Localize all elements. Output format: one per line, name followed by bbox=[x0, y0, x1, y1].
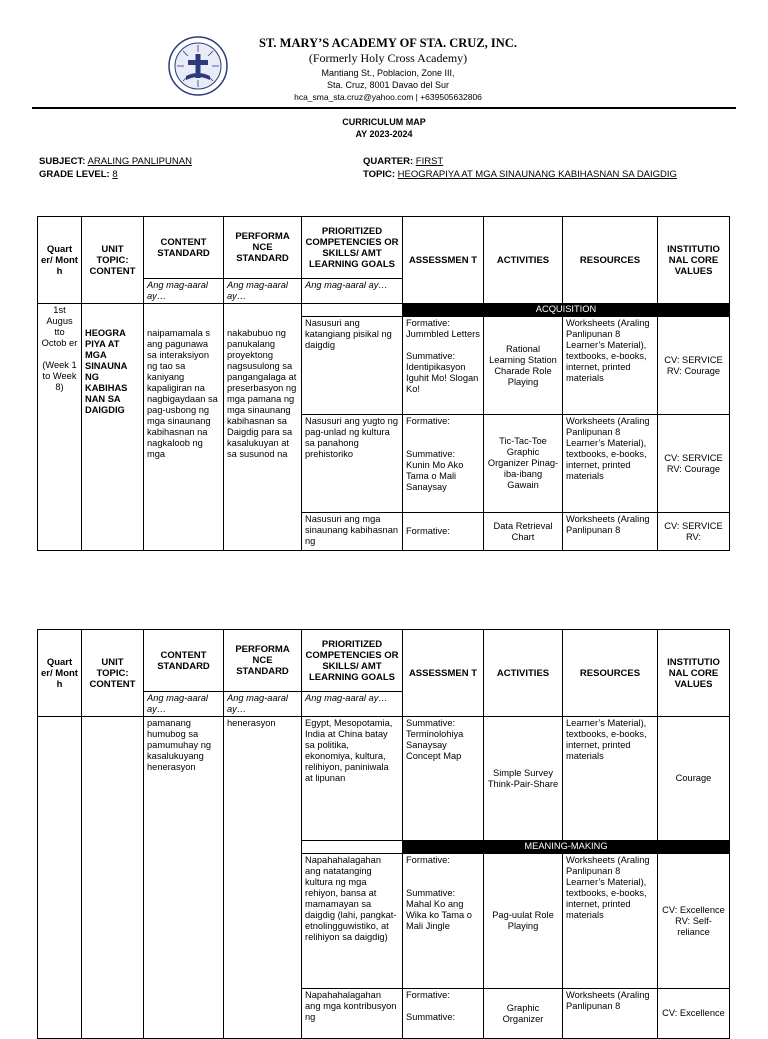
quarter-cell: 1st Augus tto Octob er (Week 1 to Week 8) bbox=[38, 304, 82, 551]
competency-cell: Napahahalagahan ang mga kontribusyon ng bbox=[302, 989, 403, 1039]
document-title: CURRICULUM MAP bbox=[342, 117, 426, 127]
values-cell: CV: SERVICE RV: bbox=[658, 513, 730, 551]
competency-cell: Egypt, Mesopotamia, India at China batay sa politika, ekonomiya, kultura, relihiyon, paniniwala at lipunan bbox=[302, 717, 403, 841]
col-header-quarter: Quart er/ Mont h bbox=[38, 630, 82, 717]
unit-cell: HEOGRA PIYA AT MGA SINAUNA NG KABIHAS NAN SA DAIGDIG bbox=[82, 304, 144, 551]
col-subheader-performance: Ang mag-aaral ay… bbox=[224, 692, 302, 717]
competency-cell: Nasusuri ang yugto ng pag-unlad ng kultura sa panahong prehistoriko bbox=[302, 415, 403, 513]
col-header-values: INSTITUTIO NAL CORE VALUES bbox=[658, 217, 730, 304]
curriculum-table-1 bbox=[37, 216, 730, 551]
assessment-cell: Formative: Summative: Mahal Ko ang Wika ko Tama o Mali Jingle bbox=[403, 854, 484, 989]
col-header-content: CONTENT STANDARD bbox=[144, 630, 224, 692]
col-header-resources: RESOURCES bbox=[563, 217, 658, 304]
values-cell: CV: SERVICE RV: Courage bbox=[658, 317, 730, 415]
col-header-performance: PERFORMA NCE STANDARD bbox=[224, 630, 302, 692]
school-seal-logo bbox=[168, 36, 228, 96]
resources-cell: Worksheets (Araling Panlipunan 8 bbox=[563, 513, 658, 551]
col-header-activities: ACTIVITIES bbox=[484, 630, 563, 717]
col-header-quarter: Quart er/ Mont h bbox=[38, 217, 82, 304]
quarter-line bbox=[363, 156, 443, 167]
topic-label: TOPIC: bbox=[363, 169, 396, 180]
values-cell: CV: Excellence RV: Self-reliance bbox=[658, 854, 730, 989]
assessment-cell: Formative: Summative: Kunin Mo Ako Tama o Mali Sanaysay bbox=[403, 415, 484, 513]
col-header-unit: UNIT TOPIC: CONTENT bbox=[82, 217, 144, 304]
col-header-unit: UNIT TOPIC: CONTENT bbox=[82, 630, 144, 717]
resources-cell: Worksheets (Araling Panlipunan 8 bbox=[563, 989, 658, 1039]
grade-value: 8 bbox=[112, 169, 118, 180]
school-address-line2: Sta. Cruz, 8001 Davao del Sur bbox=[326, 80, 450, 90]
col-header-resources: RESOURCES bbox=[563, 630, 658, 717]
school-former-name: (Formerly Holy Cross Academy) bbox=[308, 51, 468, 65]
col-subheader-performance: Ang mag-aaral ay… bbox=[224, 279, 302, 304]
topic-value: HEOGRAPIYA AT MGA SINAUNANG KABIHASNAN SA DAIGDIG bbox=[397, 169, 677, 180]
assessment-cell: Formative: bbox=[403, 513, 484, 551]
resources-cell: Worksheets (Araling Panlipunan 8 Learner’s Material), textbooks, e-books, internet, printed materials bbox=[563, 317, 658, 415]
col-header-assessment: ASSESSMEN T bbox=[403, 630, 484, 717]
values-cell: CV: Excellence bbox=[658, 989, 730, 1039]
col-header-competencies: PRIORITIZED COMPETENCIES OR SKILLS/ AMT LEARNING GOALS bbox=[302, 217, 403, 279]
phase-band-meaning-making: MEANING-MAKING bbox=[403, 841, 730, 854]
activities-cell: Pag-uulat Role Playing bbox=[484, 854, 563, 989]
content-standard-cell: pamanang humubog sa pamumuhay ng kasalukuyang henerasyon bbox=[144, 717, 224, 1039]
subject-value: ARALING PANLIPUNAN bbox=[87, 156, 192, 167]
assessment-cell: Summative: Terminolohiya Sanaysay Concept Map bbox=[403, 717, 484, 841]
col-subheader-competencies: Ang mag-aaral ay… bbox=[302, 692, 403, 717]
activities-cell: Simple Survey Think-Pair-Share bbox=[484, 717, 563, 841]
assessment-cell: Formative: Jummbled Letters Summative: Identipikasyon Iguhit Mo! Slogan Ko! bbox=[403, 317, 484, 415]
col-header-values: INSTITUTIO NAL CORE VALUES bbox=[658, 630, 730, 717]
assessment-cell: Formative: Summative: bbox=[403, 989, 484, 1039]
academic-year: AY 2023-2024 bbox=[355, 129, 413, 139]
content-standard-cell: naipamamala s ang pagunawa sa interaksiyon ng tao sa kaniyang kapaligiran na nagbigaydaan sa pag-usbong ng mga sinaunang kabihasnan na nagkaloob ng mga bbox=[144, 304, 224, 551]
performance-standard-cell: henerasyon bbox=[224, 717, 302, 1039]
topic-line bbox=[363, 169, 677, 180]
col-subheader-competencies: Ang mag-aaral ay… bbox=[302, 279, 403, 304]
values-cell: Courage bbox=[658, 717, 730, 841]
values-cell: CV: SERVICE RV: Courage bbox=[658, 415, 730, 513]
resources-cell: Learner’s Material), textbooks, e-books, internet, printed materials bbox=[563, 717, 658, 841]
resources-cell: Worksheets (Araling Panlipunan 8 Learner’s Material), textbooks, e-books, internet, printed materials bbox=[563, 854, 658, 989]
header-divider bbox=[32, 107, 736, 109]
activities-cell: Data Retrieval Chart bbox=[484, 513, 563, 551]
activities-cell: Tic-Tac-Toe Graphic Organizer Pinag-iba-ibang Gawain bbox=[484, 415, 563, 513]
quarter-label: QUARTER: bbox=[363, 156, 414, 167]
curriculum-table-2 bbox=[37, 629, 730, 1039]
col-subheader-content: Ang mag-aaral ay… bbox=[144, 279, 224, 304]
grade-line bbox=[39, 169, 118, 180]
col-header-competencies: PRIORITIZED COMPETENCIES OR SKILLS/ AMT LEARNING GOALS bbox=[302, 630, 403, 692]
quarter-cell bbox=[38, 717, 82, 1039]
performance-standard-cell: nakabubuo ng panukalang proyektong nagsusulong sa pangangalaga at preserbasyon ng mga pamana ng mga sinaunang kabihasnan sa Daigdig para sa kasalukuyan at sa susunod na bbox=[224, 304, 302, 551]
band-spacer bbox=[302, 304, 403, 317]
school-contact: hca_sma_sta.cruz@yahoo.com | +639505632806 bbox=[294, 92, 482, 102]
competency-cell: Napahahalagahan ang natatanging kultura ng mga rehiyon, bansa at mamamayan sa daigdig (lahi, pangkat-etnolingguwistiko, at relihiyon sa daigdig) bbox=[302, 854, 403, 989]
activities-cell: Rational Learning Station Charade Role Playing bbox=[484, 317, 563, 415]
col-header-activities: ACTIVITIES bbox=[484, 217, 563, 304]
unit-cell bbox=[82, 717, 144, 1039]
col-header-performance: PERFORMA NCE STANDARD bbox=[224, 217, 302, 279]
activities-cell: Graphic Organizer bbox=[484, 989, 563, 1039]
subject-label: SUBJECT: bbox=[39, 156, 86, 167]
subject-line bbox=[39, 156, 192, 167]
competency-cell: Nasusuri ang katangiang pisikal ng daigdig bbox=[302, 317, 403, 415]
school-address-line1: Mantiang St., Poblacion, Zone III, bbox=[321, 68, 455, 78]
band-spacer bbox=[302, 841, 403, 854]
phase-band-acquisition: ACQUISITION bbox=[403, 304, 730, 317]
competency-cell: Nasusuri ang mga sinaunang kabihasnan ng bbox=[302, 513, 403, 551]
col-header-assessment: ASSESSMEN T bbox=[403, 217, 484, 304]
grade-label: GRADE LEVEL: bbox=[39, 169, 110, 180]
quarter-value: FIRST bbox=[415, 156, 444, 167]
school-name: ST. MARY’S ACADEMY OF STA. CRUZ, INC. bbox=[259, 36, 517, 50]
col-header-content: CONTENT STANDARD bbox=[144, 217, 224, 279]
col-subheader-content: Ang mag-aaral ay… bbox=[144, 692, 224, 717]
resources-cell: Worksheets (Araling Panlipunan 8 Learner’s Material), textbooks, e-books, internet, printed materials bbox=[563, 415, 658, 513]
